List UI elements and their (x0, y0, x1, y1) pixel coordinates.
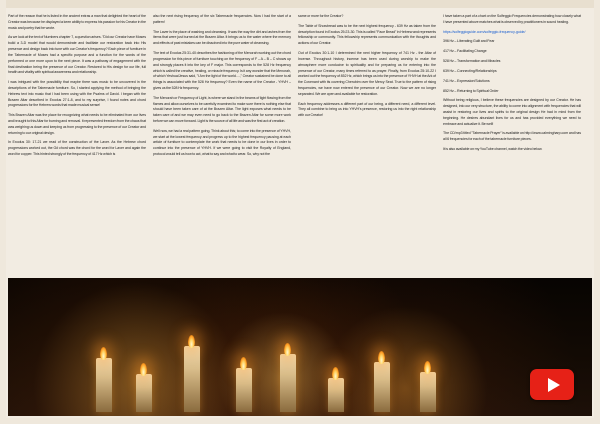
text-column-1 (8, 14, 146, 274)
candle (136, 374, 152, 412)
frequency-item: 852 Hz – Returning to Spiritual Order (443, 88, 499, 93)
paragraph: In Exodus 30: 17-21 we read of the construction of the Laver. As the Hebrew chord progressions worked out, the G# chord was the chord for the word for Laver and again the word for copper. This hinted strongly of the frequency of 417 Hz which is (8, 140, 146, 157)
paragraph: As we look at the text of Numbers chapter 7, a question arises. "Did our Creator have Moses build a 3-D model that would demonstrate and facilitate our restoration back into His presence and design back into tune with our Creator's frequency? Each piece of furniture in the Tabernacle of Moses had a specific purpose and a function for the words of the performed or one more upon to the next piece. It was a pathway of engagement with the final destination being the presence of our Creator. Restored to His design for our life, full health and vitality with spiritual awareness and relationship. (8, 35, 146, 75)
article-columns (8, 14, 592, 274)
paragraph: same or more for the Creator? (298, 14, 344, 18)
paragraph: I was intrigued with the possibility that maybe there was music to be uncovered in the descriptions of the Tabernacle furniture. So, I started applying the method of bringing the Hebrew text into music that I had been using with the Psalms of David. I began with the Brazen Altar described in Exodus 27:1-8, and to my surprise, I found notes and chord progressions for the Hebrew words that made musical sense! (8, 80, 146, 108)
candles-photo (8, 278, 592, 416)
text-column-2 (153, 14, 291, 274)
candle (328, 378, 344, 412)
candle (236, 368, 252, 412)
paragraph: Part of the reason that he is listed in the ancient extras a man that delighted the heart of the Creator was because he displayed a keen ability to express his passion for his Creator in the music and poetry that he wrote. (8, 14, 146, 30)
paragraph: I have taken a part of a chart on the Solfeggio Frequencies demonstrating how closely what I have presented above matches what is observed by practitioners in sound healing. (443, 14, 581, 24)
frequency-item: 528 Hz – Transformation and Miracles (443, 59, 501, 64)
flame-icon (188, 335, 195, 348)
flame-icon (424, 361, 431, 374)
paragraph: The Table of Showbread was to be the next highest frequency - 639 Hz as taken from the description found in Exodus 25:23-30. This is called "Face Bread" in Hebrew and represents fellowship or community. This fellowship represents communication with the thoughts and actions of our Creator. (298, 23, 436, 46)
play-triangle-icon (548, 378, 560, 392)
paragraph: also the next rising frequency of the six Tabernacle frequencies. Now I had the start of a pattern! (153, 14, 291, 24)
frequency-item: 396 Hz – Liberating Guilt and Fear (443, 39, 495, 44)
youtube-play-button[interactable] (530, 369, 574, 400)
text-column-3 (298, 14, 436, 274)
candle (374, 362, 390, 412)
candle (96, 358, 112, 412)
page-left-margin (0, 0, 6, 424)
solfeggio-link-paragraph (443, 30, 581, 36)
page-top-margin (0, 0, 600, 8)
paragraph: It is also available on my YouTube channel, watch the video below. (443, 147, 543, 151)
flame-icon (378, 351, 385, 364)
flame-icon (100, 347, 107, 360)
paragraph: Well now, we had a real pattern going. Think about this; to come into the presence of YHVH, we start at the lowest frequency and progress up to the highest frequency pausing at each article of furniture to contemplate the work that needs to be done in our lives in order to continue into the presence of YHVH. If we were going to visit the Royalty of England, protocol would tell us how to act, what to say and what to wear. So, why not the (153, 128, 291, 157)
page-bottom-margin (0, 418, 600, 424)
paragraph: Each frequency addresses a different part of our being, a different need, a different level. They all combine to bring us into YHVH's presence, restoring us into the right relationship with our Creator! (298, 101, 436, 118)
candle (280, 354, 296, 412)
text-column-4 (443, 14, 581, 274)
page-right-margin (594, 0, 600, 424)
frequency-item: 639 Hz – Connecting/Relationships (443, 68, 497, 73)
candle (420, 372, 436, 412)
paragraph: The text of Exodus 25:31-40 describes the fashioning of the Menorah working out the chord progression for this piece of furniture touching on the frequency of F – A – B – C shows up and strongly places it into the key of F major. This corresponds to the 528 Hz frequency which is called the creative, healing, or miracle frequency. Is it any wonder that the Menorah, of which Yeshua/Jesus said, "I Am the light of the world....," Creator sustained be done to all things is associated with the 528 Hz frequency? Even the name of the Creator - YHVH – gives us the 528 Hz frequency. (153, 51, 291, 90)
paragraph: The Menorah or Frequency of Light, is where we stand in the beams of light flowing from the flames and allow ourselves to be carefully examined to make sure there is nothing else that should have been taken care of at the Brazen Altar. The light exposes what needs to be taken care of and we may even need to go back to the Brazen Altar for some more work before we can move forward. Light is the source of all life and was the first act of creation. (153, 95, 291, 123)
solfeggio-guide-link[interactable]: https://solfeggioguide.com/solfeggio-frequency-guide/ (443, 29, 526, 34)
paragraph: This Brazen Altar was the place for recognizing what needs to be eliminated from our lives and brought to this Altar for burning and removal. It represented freedom from the chaos that was weighing us down and keeping us from progressing to the presence of our Creator and returning to our original design. (8, 113, 146, 135)
paragraph: Without being religious, I believe these frequencies are designed by our Creator. He has designed, into our very structure, the ability to come into alignment with frequencies that will assist in restoring our lives and spirits to the original design He had in mind from the beginning. He desires abundant lives for us and has provided everything we need to embrace and actualize it. Be well! (443, 98, 581, 126)
frequency-item: 741 Hz – Expression/Solutions (443, 78, 490, 83)
flame-icon (140, 363, 147, 376)
flame-icon (240, 357, 247, 370)
flame-icon (332, 367, 339, 380)
frequency-item: 417 Hz – Facilitating Change (443, 49, 487, 54)
candle-scene (8, 278, 592, 416)
candle (184, 346, 200, 412)
paragraph: The Laver is the place of washing and cleansing. It was the way the dirt and ashes from the items that were just burned at the Brazen Altar. It brings us to the water where the memory and effects of past mistakes can be dissolved into the pure water of cleansing. (153, 29, 291, 46)
paragraph: Out of Exodus 30:1-10 I determined the next higher frequency of 741 Hz - the Altar of Incense. Throughout history, incense has been used during worship to make the atmosphere more conducive to spirituality and for preparing us for entering into the presence of our Creator, many times referred to as prayer. Finally, from Exodus 25:10-22 I worked out the frequency of 852 Hz, which brings us into the presence of YHVH at the Ark of the Covenant with its covering Cherubim over the Mercy Seat. True to the pattern of rising frequencies, we have now entered the presence of our Creator. Now we are no longer separated. We are open and available for restoration. (298, 51, 436, 96)
paragraph: The CD/mp3 titled "Tabernacle Prayer" is available on http://www.calmingharp.com and has all 6 frequencies for each of the tabernacle furniture pieces. (443, 131, 581, 142)
flame-icon (284, 343, 291, 356)
